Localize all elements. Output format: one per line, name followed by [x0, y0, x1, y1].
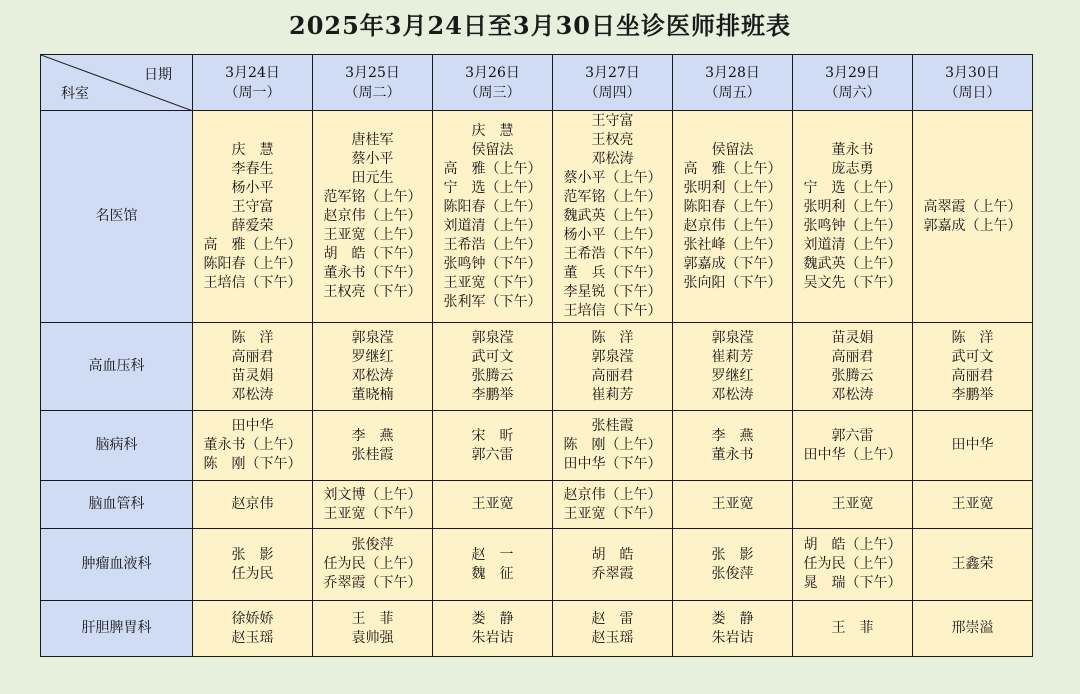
- schedule-cell: 王亚宽: [913, 481, 1033, 529]
- schedule-cell: 赵 一 魏 征: [433, 529, 553, 601]
- schedule-cell: 侯留法 高 雅（上午） 张明利（上午） 陈阳春（上午） 赵京伟（上午） 张社峰（上午） 郭嘉成（下午） 张向阳（下午）: [673, 111, 793, 323]
- schedule-cell: 李 燕 张桂霞: [313, 411, 433, 481]
- schedule-cell: 张 影 张俊萍: [673, 529, 793, 601]
- schedule-cell: 邢崇溢: [913, 601, 1033, 657]
- schedule-cell: 王 菲 袁帅强: [313, 601, 433, 657]
- day-weekday: （周六）: [824, 84, 881, 101]
- schedule-cell: 宋 昕 郭六雷: [433, 411, 553, 481]
- dept-name: 高血压科: [41, 323, 193, 411]
- dept-row-mingyiguan: [41, 111, 1033, 323]
- schedule-cell: 张 影 任为民: [193, 529, 313, 601]
- schedule-cell: 胡 皓（上午） 任为民（上午） 晁 瑞（下午）: [793, 529, 913, 601]
- dept-name: 肿瘤血液科: [41, 529, 193, 601]
- day-header: [553, 55, 673, 111]
- day-header: [193, 55, 313, 111]
- schedule-cell: 王亚宽: [433, 481, 553, 529]
- day-header: [793, 55, 913, 111]
- schedule-cell: 陈 洋 郭泉滢 高丽君 崔莉芳: [553, 323, 673, 411]
- day-header: [913, 55, 1033, 111]
- day-weekday: （周五）: [704, 84, 761, 101]
- dept-name: 脑血管科: [41, 481, 193, 529]
- dept-row-neurology: [41, 411, 1033, 481]
- schedule-cell: 胡 皓 乔翠霞: [553, 529, 673, 601]
- dept-row-hypertension: [41, 323, 1033, 411]
- schedule-table: [40, 54, 1033, 657]
- schedule-cell: 郭六雷 田中华（上午）: [793, 411, 913, 481]
- schedule-cell: 庆 慧 侯留法 高 雅（上午） 宁 选（上午） 陈阳春（上午） 刘道清（上午） 王希浩（上午） 张鸣钟（下午） 王亚宽（下午） 张利军（下午）: [433, 111, 553, 323]
- day-header: [313, 55, 433, 111]
- schedule-cell: 郭泉滢 崔莉芳 罗继红 邓松涛: [673, 323, 793, 411]
- schedule-cell: 刘文博（上午） 王亚宽（下午）: [313, 481, 433, 529]
- schedule-cell: 郭泉滢 武可文 张腾云 李鹏举: [433, 323, 553, 411]
- schedule-cell: 王守富 王权亮 邓松涛 蔡小平（上午） 范军铭（上午） 魏武英（上午） 杨小平（上午） 王希浩（下午） 董 兵（下午） 李星锐（下午） 王培信（下午）: [553, 111, 673, 323]
- schedule-cell: 赵京伟: [193, 481, 313, 529]
- dept-row-hepatobiliary-gastro: [41, 601, 1033, 657]
- corner-cell: [41, 55, 193, 111]
- schedule-cell: 陈 洋 高丽君 苗灵娟 邓松涛: [193, 323, 313, 411]
- header-row: [41, 55, 1033, 111]
- day-weekday: （周四）: [584, 84, 641, 101]
- schedule-cell: 王 菲: [793, 601, 913, 657]
- schedule-cell: 赵京伟（上午） 王亚宽（下午）: [553, 481, 673, 529]
- schedule-cell: 李 燕 董永书: [673, 411, 793, 481]
- day-weekday: （周一）: [224, 84, 281, 101]
- day-date: 3月29日: [825, 64, 880, 81]
- dept-name: 脑病科: [41, 411, 193, 481]
- page-title: 2025年3月24日至3月30日坐诊医师排班表: [289, 11, 791, 40]
- schedule-cell: 庆 慧 李春生 杨小平 王守富 薛爱荣 高 雅（上午） 陈阳春（上午） 王培信（下午）: [193, 111, 313, 323]
- day-date: 3月25日: [345, 64, 400, 81]
- dept-row-cerebrovascular: [41, 481, 1033, 529]
- schedule-cell: 苗灵娟 高丽君 张腾云 邓松涛: [793, 323, 913, 411]
- day-weekday: （周二）: [344, 84, 401, 101]
- dept-name: 肝胆脾胃科: [41, 601, 193, 657]
- schedule-cell: 张俊萍 任为民（上午） 乔翠霞（下午）: [313, 529, 433, 601]
- day-date: 3月26日: [465, 64, 520, 81]
- day-date: 3月28日: [705, 64, 760, 81]
- day-weekday: （周三）: [464, 84, 521, 101]
- schedule-cell: 唐桂军 蔡小平 田元生 范军铭（上午） 赵京伟（上午） 王亚宽（上午） 胡 皓（下午） 董永书（下午） 王权亮（下午）: [313, 111, 433, 323]
- schedule-cell: 王鑫荣: [913, 529, 1033, 601]
- schedule-cell: 陈 洋 武可文 高丽君 李鹏举: [913, 323, 1033, 411]
- schedule-cell: 王亚宽: [673, 481, 793, 529]
- schedule-cell: 高翠霞（上午） 郭嘉成（上午）: [913, 111, 1033, 323]
- schedule-cell: 王亚宽: [793, 481, 913, 529]
- corner-dept-label: 科室: [61, 86, 89, 102]
- schedule-cell: 张桂霞 陈 刚（上午） 田中华（下午）: [553, 411, 673, 481]
- schedule-cell: 董永书 庞志勇 宁 选（上午） 张明利（上午） 张鸣钟（上午） 刘道清（上午） 魏武英（上午） 吴文先（下午）: [793, 111, 913, 323]
- corner-date-label: 日期: [144, 67, 172, 83]
- schedule-cell: 郭泉滢 罗继红 邓松涛 董晓楠: [313, 323, 433, 411]
- schedule-cell: 赵 雷 赵玉瑶: [553, 601, 673, 657]
- day-date: 3月30日: [945, 64, 1000, 81]
- schedule-cell: 娄 静 朱岩诘: [433, 601, 553, 657]
- dept-name: 名医馆: [41, 111, 193, 323]
- schedule-cell: 徐娇娇 赵玉瑶: [193, 601, 313, 657]
- day-header: [673, 55, 793, 111]
- day-date: 3月27日: [585, 64, 640, 81]
- schedule-cell: 娄 静 朱岩诘: [673, 601, 793, 657]
- dept-row-oncology-hematology: [41, 529, 1033, 601]
- schedule-cell: 田中华 董永书（上午） 陈 刚（下午）: [193, 411, 313, 481]
- day-header: [433, 55, 553, 111]
- schedule-cell: 田中华: [913, 411, 1033, 481]
- day-weekday: （周日）: [944, 84, 1001, 101]
- day-date: 3月24日: [225, 64, 280, 81]
